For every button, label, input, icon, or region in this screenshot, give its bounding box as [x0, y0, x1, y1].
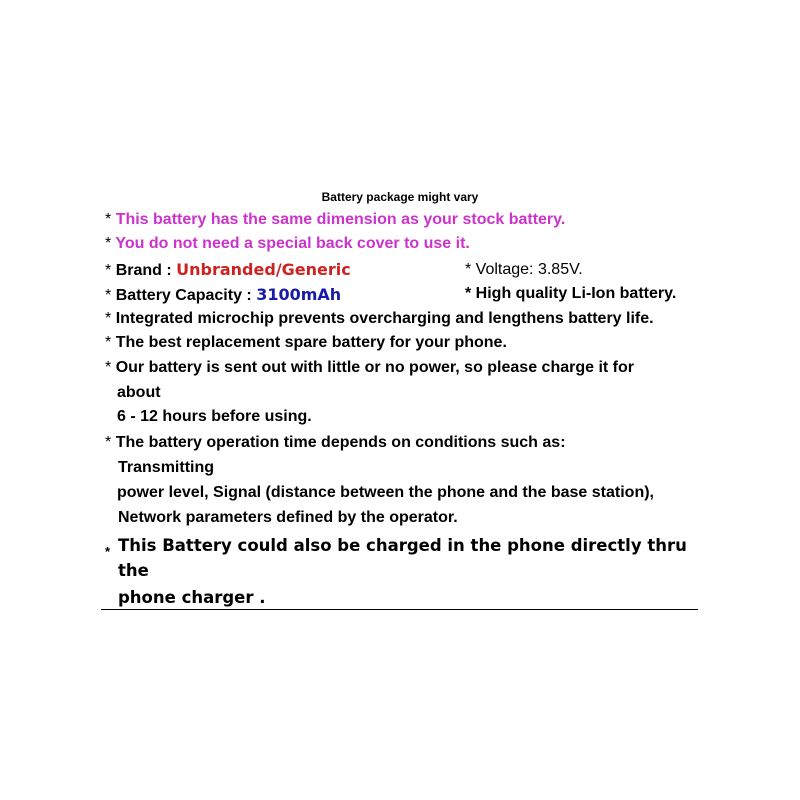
- bullet: *: [105, 359, 112, 376]
- charger-text-2: the: [118, 561, 149, 580]
- bullet: *: [105, 211, 112, 228]
- microchip-text: Integrated microchip prevents overcharging and lengthens battery life.: [115, 310, 654, 327]
- power-text-3: 6 - 12 hours before using.: [117, 408, 312, 425]
- operation-text-3: power level, Signal (distance between the phone and the base station),: [117, 484, 654, 501]
- bullet: *: [105, 334, 112, 351]
- capacity-line: [105, 285, 341, 305]
- capacity-value: 3100mAh: [256, 285, 342, 304]
- operation-text-4: Network parameters defined by the operator.: [118, 509, 458, 526]
- bullet: *: [105, 310, 112, 327]
- bullet: *: [105, 287, 112, 304]
- operation-text-1: The battery operation time depends on conditions such as:: [115, 434, 566, 451]
- replacement-line: [105, 334, 507, 352]
- voltage-text: * Voltage: 3.85V.: [465, 261, 583, 278]
- operation-text-2: Transmitting: [118, 459, 215, 476]
- quality-text: * High quality Li-Ion battery.: [465, 285, 677, 302]
- brand-label: Brand :: [115, 262, 172, 279]
- operation-line-1: [105, 434, 566, 452]
- power-text-1: Our battery is sent out with little or no power, so please charge it for: [115, 359, 634, 376]
- capacity-label: Battery Capacity :: [115, 287, 252, 304]
- back-cover-text: You do not need a special back cover to use it.: [115, 235, 470, 252]
- bottom-divider: [101, 609, 698, 610]
- charger-text-1: This Battery could also be charged in the phone directly thru: [118, 536, 687, 555]
- back-cover-line: [105, 235, 470, 253]
- bullet: *: [105, 434, 112, 451]
- bullet: *: [105, 235, 112, 252]
- replacement-text: The best replacement spare battery for your phone.: [115, 334, 507, 351]
- dimension-text: This battery has the same dimension as your stock battery.: [115, 211, 566, 228]
- microchip-line: [105, 310, 654, 328]
- charger-text-3: phone charger .: [118, 588, 266, 607]
- power-text-2: about: [117, 384, 161, 401]
- bullet: *: [105, 262, 112, 279]
- dimension-line: [105, 211, 565, 229]
- brand-line: [105, 260, 351, 280]
- brand-value: Unbranded/Generic: [176, 260, 351, 279]
- package-caption: Battery package might vary: [321, 190, 479, 204]
- charger-bullet: *: [105, 544, 111, 559]
- power-line-1: [105, 359, 634, 377]
